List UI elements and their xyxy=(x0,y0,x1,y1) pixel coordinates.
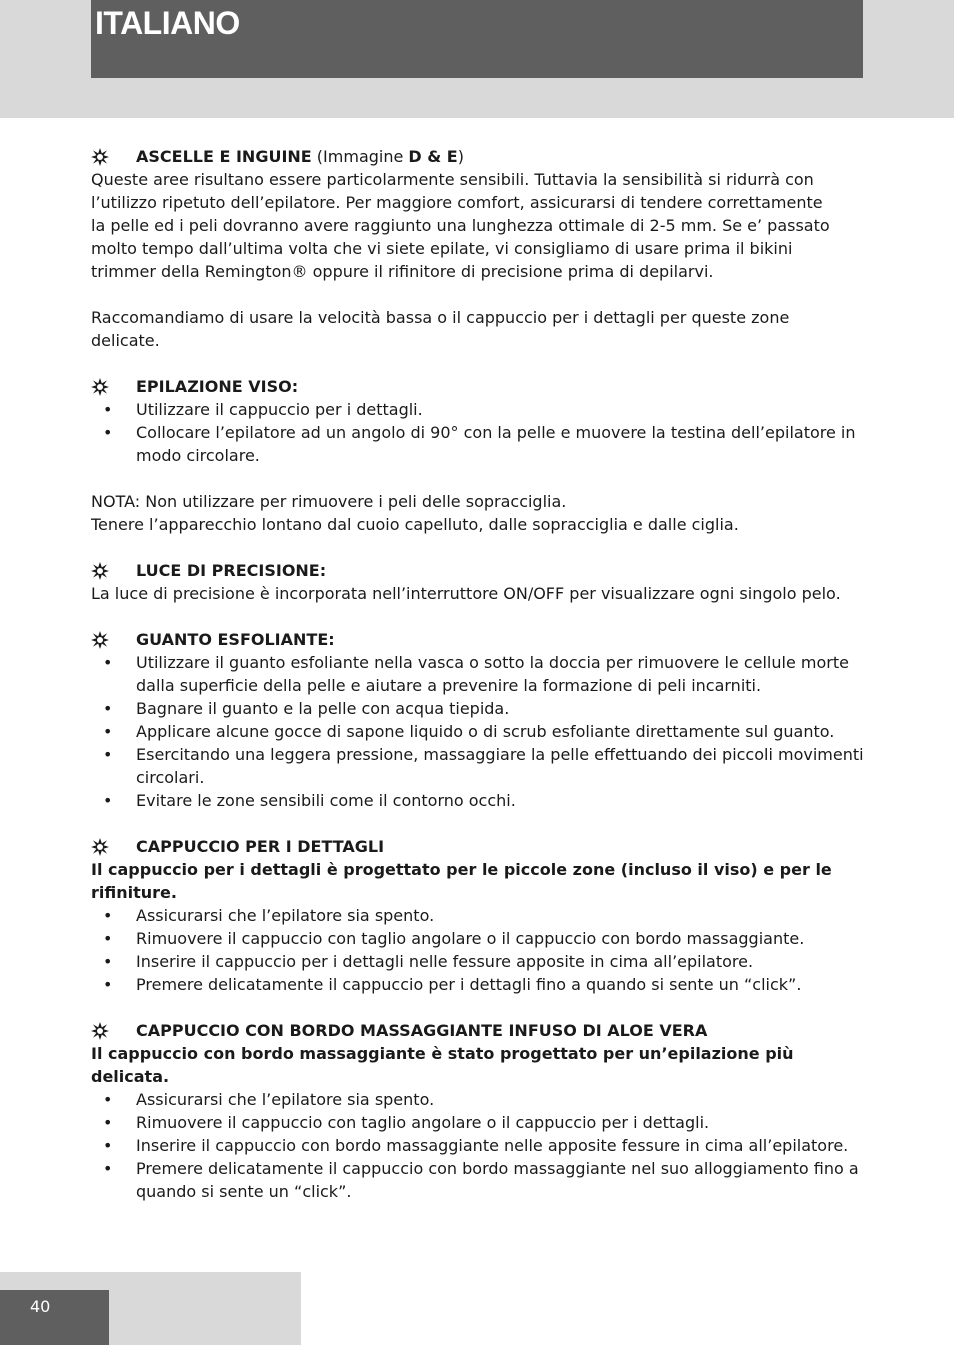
paragraph-line: Raccomandiamo di usare la velocità bassa o il cappuccio per i dettagli per queste zone xyxy=(91,308,790,327)
manual-content xyxy=(91,145,866,1203)
note-line: Tenere l’apparecchio lontano dal cuoio capelluto, dalle sopracciglia e dalle ciglia. xyxy=(91,515,739,534)
paragraph-line: La luce di precisione è incorporata nell’interruttore ON/OFF per visualizzare ogni singolo pelo. xyxy=(91,584,841,603)
bullet-list xyxy=(91,398,866,467)
note-line: NOTA: Non utilizzare per rimuovere i peli delle sopracciglia. xyxy=(91,492,567,511)
section-title: CAPPUCCIO PER I DETTAGLI xyxy=(136,837,385,856)
list-item: • Assicurarsi che l’epilatore sia spento. xyxy=(91,1088,866,1111)
list-item: • Premere delicatamente il cappuccio con bordo massaggiante nel suo alloggiamento fino a quando si sente un “click”. xyxy=(91,1157,866,1203)
section-heading-cappuccio-aloe xyxy=(91,1019,866,1042)
paragraph-line: Queste aree risultano essere particolarmente sensibili. Tuttavia la sensibilità si ridurrà con xyxy=(91,170,814,189)
figure-ref: D & E xyxy=(408,147,458,166)
list-item: • Assicurarsi che l’epilatore sia spento. xyxy=(91,904,866,927)
list-item: • Collocare l’epilatore ad un angolo di 90° con la pelle e muovere la testina dell’epilatore in modo circolare. xyxy=(91,421,866,467)
section-intro: Il cappuccio per i dettagli è progettato per le piccole zone (incluso il viso) e per le rifiniture. xyxy=(91,860,832,902)
list-item: • Esercitando una leggera pressione, massaggiare la pelle effettuando dei piccoli movimenti circolari. xyxy=(91,743,866,789)
section-title: EPILAZIONE VISO: xyxy=(136,377,299,396)
paragraph-line: l’utilizzo ripetuto dell’epilatore. Per maggiore comfort, assicurarsi di tendere correttamente xyxy=(91,193,823,212)
star-burst-icon xyxy=(91,562,109,580)
paragraph-line: delicate. xyxy=(91,331,160,350)
list-item: • Inserire il cappuccio con bordo massaggiante nelle apposite fessure in cima all’epilatore. xyxy=(91,1134,866,1157)
section-title: CAPPUCCIO CON BORDO MASSAGGIANTE INFUSO DI ALOE VERA xyxy=(136,1021,708,1040)
page-number: 40 xyxy=(30,1297,51,1316)
section-title: ASCELLE E INGUINE xyxy=(136,147,312,166)
bullet-list xyxy=(91,1088,866,1203)
section-heading-guanto xyxy=(91,628,866,651)
star-burst-icon xyxy=(91,631,109,649)
page-title: ITALIANO xyxy=(95,5,240,41)
list-item: • Rimuovere il cappuccio con taglio angolare o il cappuccio per i dettagli. xyxy=(91,1111,866,1134)
language-title-bar xyxy=(91,0,863,78)
star-burst-icon xyxy=(91,1022,109,1040)
list-item: • Inserire il cappuccio per i dettagli nelle fessure apposite in cima all’epilatore. xyxy=(91,950,866,973)
section-heading-luce xyxy=(91,559,866,582)
section-heading-cappuccio-dettagli xyxy=(91,835,866,858)
section-intro: Il cappuccio con bordo massaggiante è stato progettato per un’epilazione più delicata. xyxy=(91,1044,794,1086)
star-burst-icon xyxy=(91,838,109,856)
paragraph-line: molto tempo dall’ultima volta che vi siete epilate, vi consigliamo di usare prima il bikini xyxy=(91,239,793,258)
page-number-box xyxy=(0,1290,109,1345)
star-burst-icon xyxy=(91,378,109,396)
figure-ref-open: (Immagine xyxy=(311,147,409,166)
star-burst-icon xyxy=(91,148,109,166)
section-heading-viso xyxy=(91,375,866,398)
list-item: • Premere delicatamente il cappuccio per i dettagli fino a quando si sente un “click”. xyxy=(91,973,866,996)
paragraph-line: trimmer della Remington® oppure il rifinitore di precisione prima di depilarvi. xyxy=(91,262,714,281)
section-title: GUANTO ESFOLIANTE: xyxy=(136,630,335,649)
list-item: • Bagnare il guanto e la pelle con acqua tiepida. xyxy=(91,697,866,720)
list-item: • Utilizzare il cappuccio per i dettagli. xyxy=(91,398,866,421)
list-item: • Rimuovere il cappuccio con taglio angolare o il cappuccio con bordo massaggiante. xyxy=(91,927,866,950)
list-item: • Evitare le zone sensibili come il contorno occhi. xyxy=(91,789,866,812)
paragraph-line: la pelle ed i peli dovranno avere raggiunto una lunghezza ottimale di 2-5 mm. Se e’ passato xyxy=(91,216,830,235)
list-item: • Utilizzare il guanto esfoliante nella vasca o sotto la doccia per rimuovere le cellule morte dalla superficie della pelle e aiutare a prevenire la formazione di peli incarniti. xyxy=(91,651,866,697)
section-heading-ascelle xyxy=(91,145,866,168)
bullet-list xyxy=(91,904,866,996)
list-item: • Applicare alcune gocce di sapone liquido o di scrub esfoliante direttamente sul guanto. xyxy=(91,720,866,743)
section-title: LUCE DI PRECISIONE: xyxy=(136,561,327,580)
figure-ref-close: ) xyxy=(457,147,464,166)
bullet-list xyxy=(91,651,866,812)
